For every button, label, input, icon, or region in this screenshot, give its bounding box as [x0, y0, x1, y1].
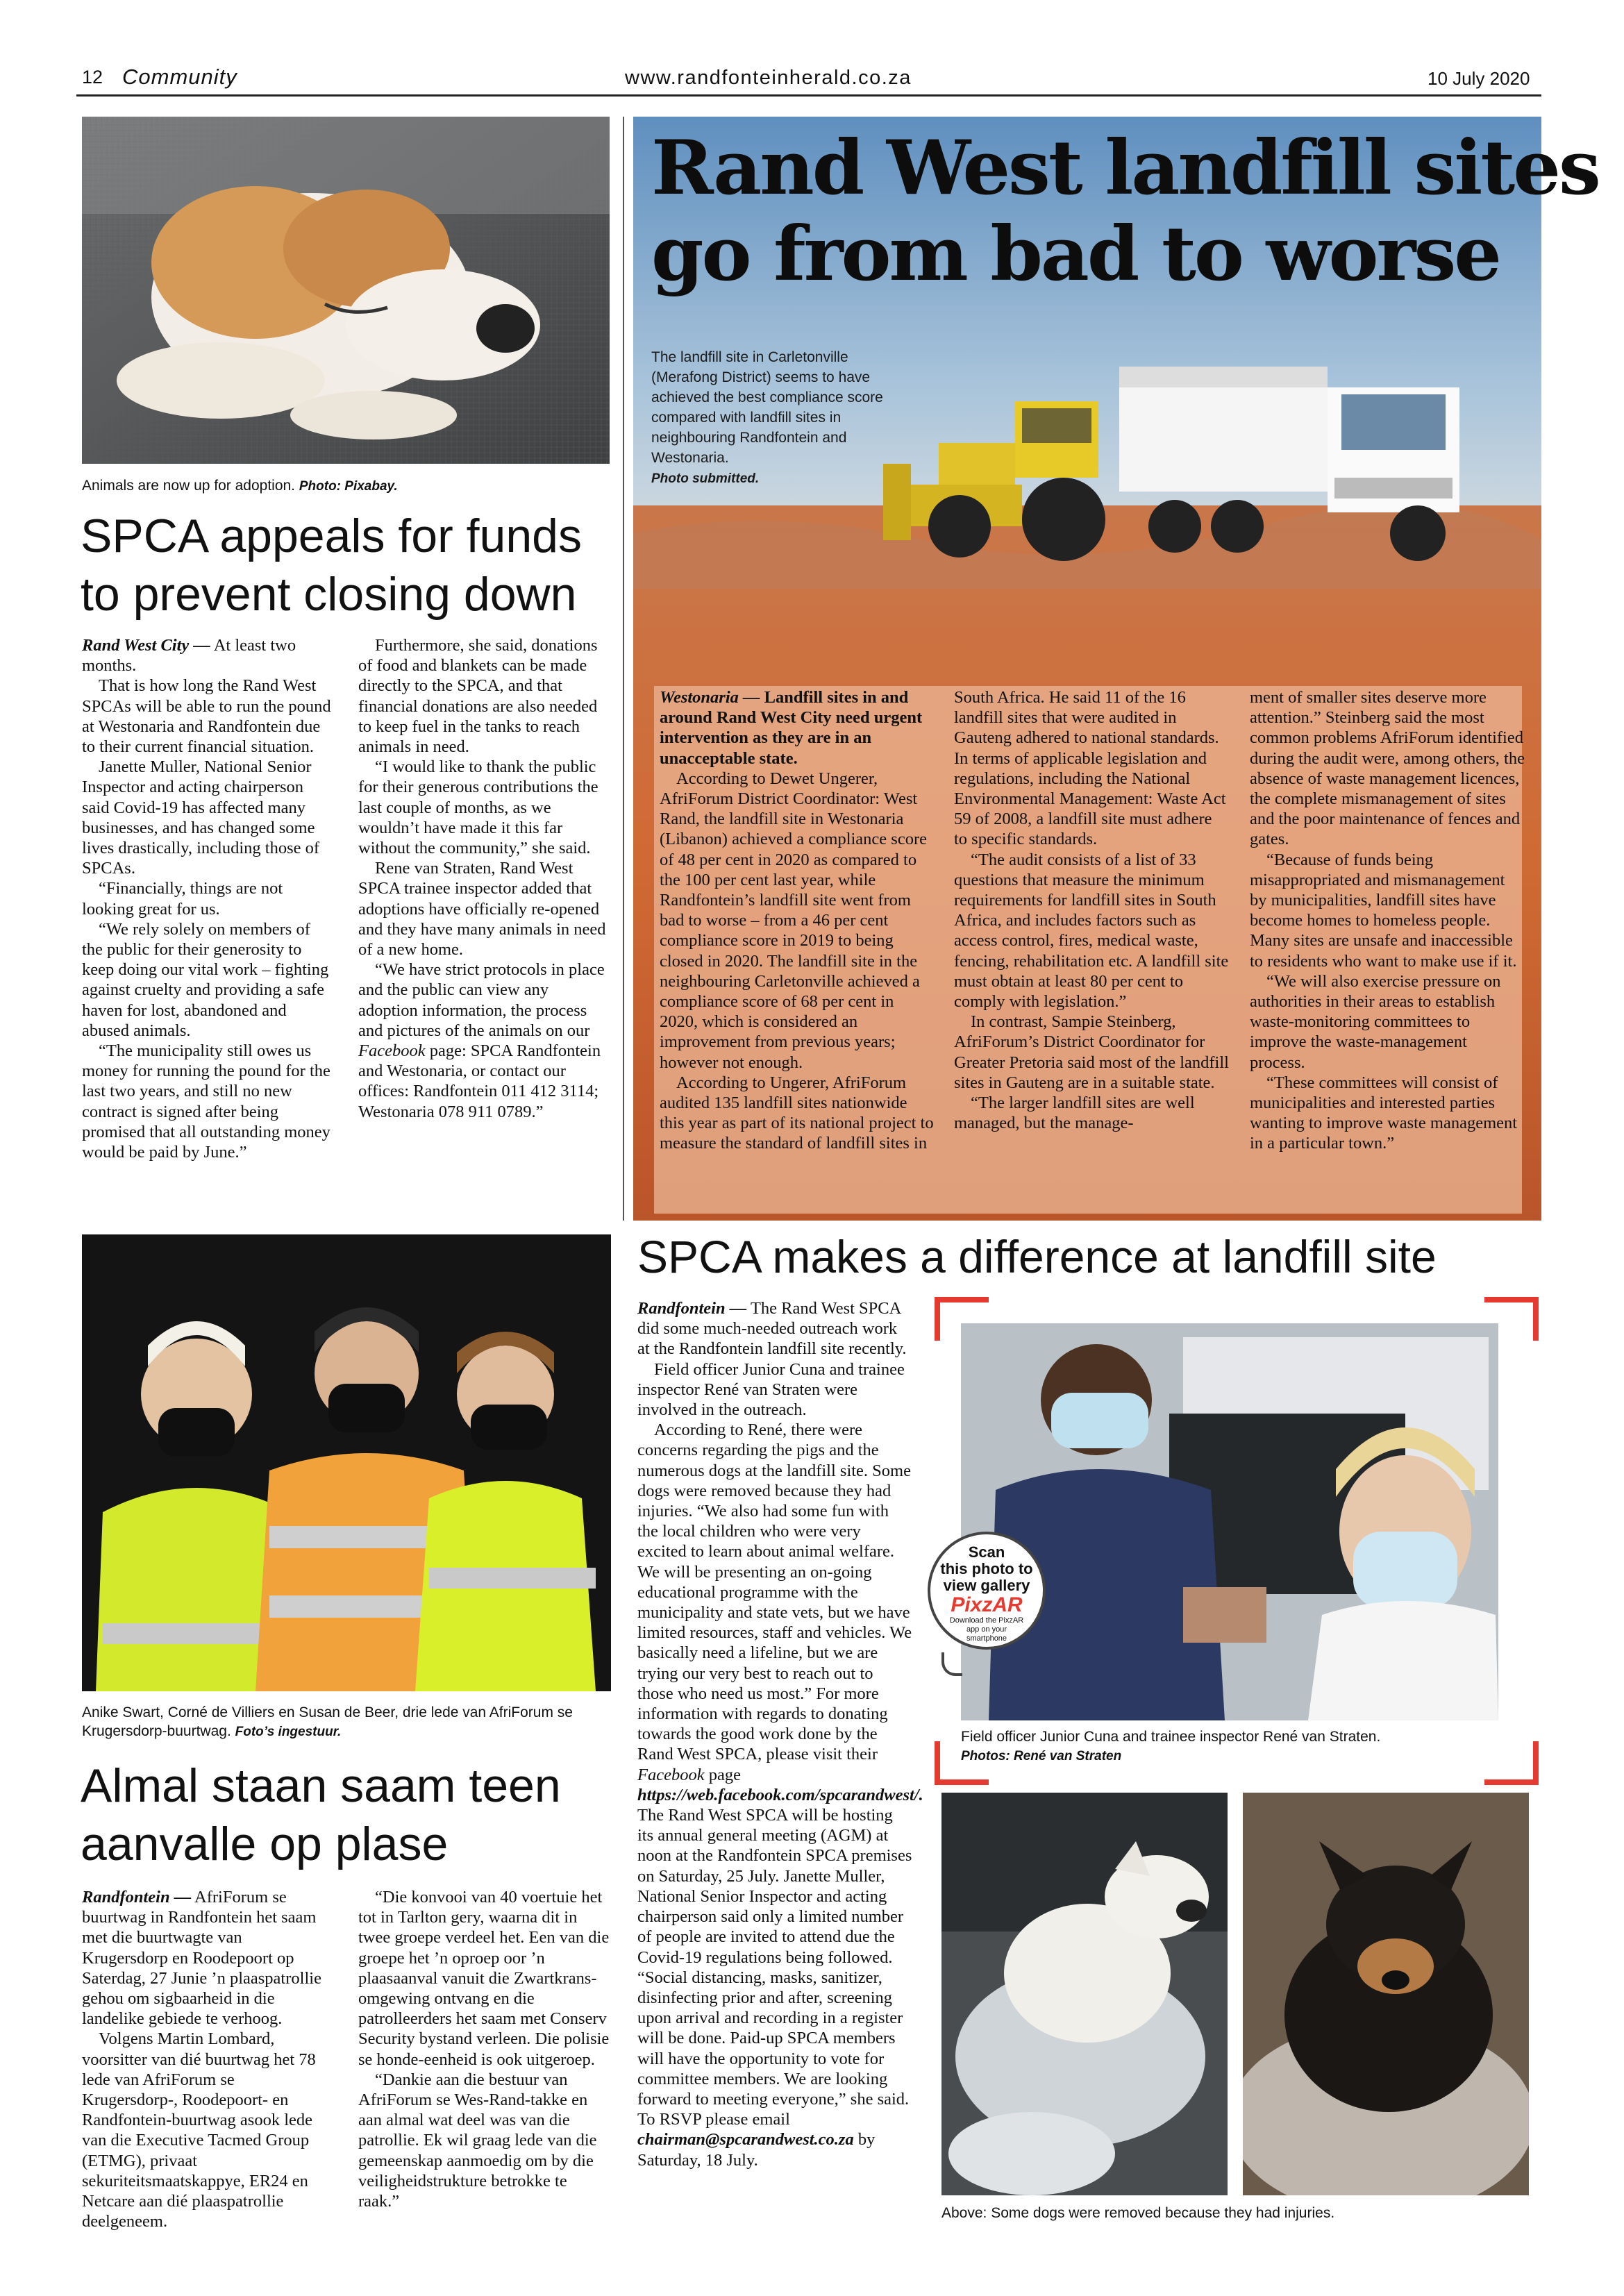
- caption-text: Anike Swart, Corné de Villiers en Susan de Beer, drie lede van AfriForum se Krugersdorp-buurtwag.: [82, 1704, 573, 1739]
- dogs-caption: Above: Some dogs were removed because they had injuries.: [941, 2205, 1335, 2221]
- photo-credit: Photo submitted.: [651, 471, 760, 486]
- paragraph: ment of smaller sites deserve more attention.” Steinberg said the most common problems AfriForum identified during the audit were, among others, the absence of waste management licences, the complete mismanagement of sites and the poor maintenance of fences and gates.: [1250, 688, 1525, 849]
- facebook-word: Facebook: [358, 1041, 426, 1061]
- black-dog-photo: [1243, 1793, 1529, 2195]
- website-url[interactable]: www.randfonteinherald.co.za: [625, 67, 912, 89]
- caption-text: The landfill site in Carletonville (Merafong District) seems to have achieved the best compliance score compared with landfill sites in neighbouring Randfontein and Westonaria.: [651, 349, 883, 466]
- paragraph: AfriForum se buurtwag in Randfontein het saam met die buurtwagte van Krugersdorp en Roodepoort op Saterdag, 27 Junie ’n plaaspatrollie gehou om sigbaarheid in die landelike gebiede te verhoog.: [82, 1888, 321, 2029]
- dateline: Rand West City —: [82, 636, 210, 655]
- story2-column-2: [954, 687, 1229, 1133]
- paragraph: “Because of funds being misappropriated and mismanagement by municipalities, landfill sites have become homes to homeless people. Many sites are unsafe and inaccessible to residents who want to make use if it.: [1250, 850, 1517, 971]
- story2-column-1: [660, 687, 935, 1154]
- paragraph: According to René, there were concerns regarding the pigs and the numerous dogs at the landfill site. Some dogs were removed because they had injuries. “We also had some fun with the local children who were very excited to learn about animal welfare. We will be presenting an on-going educational programme with the municipality and state vets, but we have limited resources, staff and vehicles. We basically need a lifeline, but we are trying our very best to reach out to those who need us most.” For more information with regards to donating towards the good work done by the Rand West SPCA, please visit their: [637, 1421, 912, 1764]
- story3-column-1: [82, 1887, 332, 2231]
- paragraph: page: SPCA Randfontein and Westonaria, or contact our offices: Randfontein 011 412 3114; Westonaria 078 911 0789.”: [358, 1041, 601, 1121]
- paragraph: Janette Muller, National Senior Inspector and acting chairperson said Covid-19 has affected many businesses, and has changed some lives drastically, including those of SPCAs.: [82, 757, 320, 878]
- paragraph: The Rand West SPCA did some much-needed outreach work at the Randfontein landfill site recently.: [637, 1299, 907, 1359]
- photo-credit: Foto’s ingestuur.: [235, 1725, 342, 1739]
- paragraph: In contrast, Sampie Steinberg, AfriForum’s District Coordinator for Greater Pretoria said most of the landfill sites in Gauteng are in a suitable state.: [954, 1012, 1229, 1092]
- story1-photo-caption: [82, 476, 398, 496]
- dateline: Randfontein —: [637, 1299, 747, 1318]
- badge-pointer-arrow: [941, 1652, 962, 1676]
- headline-line: SPCA appeals for funds: [81, 510, 583, 562]
- officers-photo: [961, 1323, 1498, 1720]
- ar-badge-line: Scan: [968, 1543, 1005, 1561]
- photo-credit: Photos: René van Straten: [961, 1749, 1122, 1763]
- story4-photo-caption: [961, 1727, 1489, 1766]
- paragraph: According to Dewet Ungerer, AfriForum District Coordinator: West Rand, the landfill site in Westonaria (Libanon) achieved a compliance score of 48 per cent in 2020 as compared to the 100 per cent last year, while Randfontein’s landfill site went from bad to worse – from a 46 per cent compliance score in 2019 to being closed in 2020. The landfill site in the neighbouring Carletonville achieved a compliance score of 68 per cent in 2020, which is considered an improvement from previous years; however not enough.: [660, 769, 928, 1072]
- afriforum-members-photo: [82, 1234, 611, 1691]
- paragraph: According to Ungerer, AfriForum audited 135 landfill sites nationwide this year as part of its national project to measure the standard of landfill sites in: [660, 1073, 934, 1153]
- page-number: 12: [82, 67, 103, 87]
- caption-text: Field officer Junior Cuna and trainee inspector René van Straten.: [961, 1729, 1381, 1745]
- paragraph: The Rand West SPCA will be hosting its annual general meeting (AGM) at noon at the Randfontein SPCA premises on Saturday, 25 July. Janette Muller, National Senior Inspector and acting chairperson said only a limited number of people are invited to attend due the Covid-19 regulations being followed. “Social distancing, masks, sanitizer, disinfecting prior and after, screening upon arrival and recording in a register will be done. Paid-up SPCA members will have the opportunity to vote for committee members. We are looking forward to meeting everyone,” she said. To RSVP please email: [637, 1806, 912, 2129]
- story4-headline: SPCA makes a difference at landfill site: [637, 1231, 1437, 1282]
- facebook-word: Facebook: [637, 1765, 705, 1784]
- paragraph: page: [708, 1765, 741, 1784]
- paragraph: “We have strict protocols in place and the public can view any adoption information, the process and pictures of the animals on our: [358, 960, 605, 1040]
- pixzar-logo: PixzAR: [951, 1593, 1023, 1616]
- story3-photo-caption: [82, 1703, 610, 1741]
- story1-column-2: [358, 635, 610, 1122]
- ar-badge-small: Download the PixzAR app on your smartphone: [949, 1616, 1024, 1643]
- story2-column-3: [1250, 687, 1525, 1154]
- section-name: Community: [122, 65, 237, 89]
- story4-column: [637, 1298, 923, 2170]
- caption-text: Animals are now up for adoption.: [82, 478, 296, 494]
- paragraph: “Financially, things are not looking great for us.: [82, 879, 283, 919]
- paragraph: Volgens Martin Lombard, voorsitter van dié buurtwag het 78 lede van AfriForum se Krugersdorp-, Roodepoort- en Randfontein-buurtwag asook lede van die Executive Tacmed Group (ETMG), privaat sekuriteitsmaatskappye, ER24 en Netcare aan dié plaaspatrollie deelgeneem.: [82, 2029, 316, 2231]
- paragraph: “Die konvooi van 40 voertuie het tot in Tarlton gery, waarna dit in twee groepe verdeel het. Een van die groepe het ’n oproep oor ’n plaasaanval vanuit die Zwartkrans-omgewing ontvang en die patrolleerders het saam met Conserv Security bystand verleen. Die polisie se honde-eenheid is ook uitgeroep.: [358, 1888, 610, 2069]
- ar-badge-line: this photo to: [940, 1560, 1033, 1577]
- story2-photo-caption: [651, 347, 908, 489]
- paragraph: “The larger landfill sites are well managed, but the manage-: [954, 1093, 1195, 1133]
- rsvp-email-link[interactable]: chairman@spcarandwest.co.za: [637, 2130, 854, 2150]
- paragraph: by Saturday, 18 July.: [637, 2130, 876, 2170]
- column-divider: [623, 117, 624, 1221]
- paragraph: South Africa. He said 11 of the 16 landfill sites that were audited in Gauteng adhered to national standards. In terms of applicable legislation and regulations, including the National Environmental Management: Waste Act 59 of 2008, a landfill site must adhere to specific standards.: [954, 688, 1226, 849]
- paragraph: At least two months.: [82, 636, 296, 676]
- facebook-link[interactable]: https://web.facebook.com/spcarandwest/.: [637, 1785, 923, 1804]
- paragraph: “These committees will consist of municipalities and interested parties wanting to improve waste management in a particular town.”: [1250, 1073, 1518, 1153]
- paragraph: Furthermore, she said, donations of food and blankets can be made directly to the SPCA, and that financial donations are also needed to keep fuel in the tanks to reach animals in need.: [358, 636, 598, 757]
- paragraph: Rene van Straten, Rand West SPCA trainee inspector added that adoptions have officially re-opened and they have many animals in need of a new home.: [358, 859, 606, 960]
- masthead-rule: [76, 94, 1541, 97]
- frame-corner-bottom-right: [1484, 1741, 1539, 1785]
- story3-column-2: [358, 1887, 610, 2211]
- paragraph: “Dankie aan die bestuur van AfriForum se Wes-Rand-takke en aan almal wat deel was van die patrollie. Ek wil graag lede van die gemeenskap aanmoedig om by die veiligheidstrukture betrokke te raak.”: [358, 2070, 597, 2211]
- sleeping-dog-photo: [82, 117, 610, 464]
- paragraph: “The municipality still owes us money for running the pound for the last two years, and still no new contract is signed after being promised that all outstanding money would be paid by June.”: [82, 1041, 330, 1162]
- photo-credit: Photo: Pixabay.: [299, 479, 398, 494]
- headline-line: Almal staan saam teen: [81, 1759, 561, 1812]
- lead-paragraph: Landfill sites in and around Rand West City need urgent intervention as they are in an unacceptable state.: [660, 688, 923, 768]
- paragraph: “I would like to thank the public for their generous contributions the last couple of months, as we wouldn’t have made it this far without the community,” she said.: [358, 757, 598, 858]
- story1-column-1: [82, 635, 332, 1162]
- ar-badge-line: view gallery: [943, 1577, 1030, 1594]
- paragraph: Field officer Junior Cuna and trainee inspector René van Straten were involved in the outreach.: [637, 1359, 905, 1420]
- paragraph: “The audit consists of a list of 33 questions that measure the minimum requirements for landfill sites in South Africa, and includes factors such as access control, fires, medical waste, fencing, rehabilitation etc. A landfill site must obtain at least 80 per cent to comply with legislation.”: [954, 850, 1229, 1012]
- story1-headline: [81, 507, 582, 623]
- dateline: Randfontein —: [82, 1888, 192, 1907]
- white-dog-photo: [941, 1793, 1228, 2195]
- issue-date: 10 July 2020: [1428, 68, 1530, 89]
- paragraph: “We rely solely on members of the public for their generosity to keep doing our vital work – fighting against cruelty and providing a safe haven for lost, abandoned and abused animals.: [82, 919, 329, 1040]
- headline-line: aanvalle op plase: [81, 1818, 449, 1870]
- paragraph: “We will also exercise pressure on authorities in their areas to establish waste-monitoring committees to improve the waste-management process.: [1250, 971, 1501, 1072]
- headline-line: to prevent closing down: [81, 568, 577, 621]
- dateline: Westonaria —: [660, 688, 760, 707]
- story2-headline: [651, 125, 1599, 297]
- headline-line: go from bad to worse: [651, 210, 1500, 298]
- headline-line: Rand West landfill sites: [651, 124, 1599, 212]
- story3-headline: [81, 1757, 561, 1873]
- paragraph: That is how long the Rand West SPCAs will be able to run the pound at Westonaria and Randfontein due to their current financial situation.: [82, 676, 331, 757]
- ar-scan-badge[interactable]: [928, 1532, 1046, 1650]
